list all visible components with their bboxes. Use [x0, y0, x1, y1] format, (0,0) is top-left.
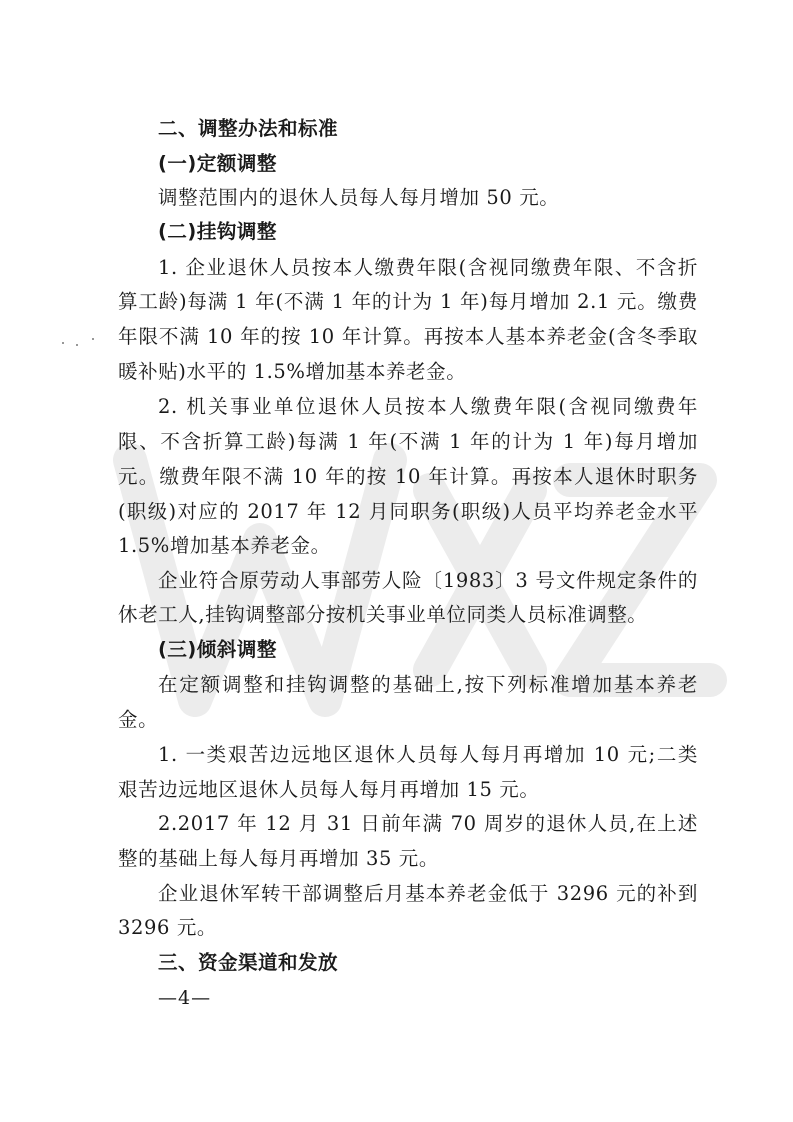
sub2-p2-line1: 2. 机关事业单位退休人员按本人缴费年限(含视同缴费年 — [158, 395, 698, 418]
sub2-p1-line4: 暖补贴)水平的 1.5%增加基本养老金。 — [118, 360, 467, 383]
sub3-p2-line2: 艰苦边远地区退休人员每人每月再增加 15 元。 — [118, 778, 540, 801]
scan-speck — [76, 344, 78, 346]
sub2-p2-line5: 1.5%增加基本养老金。 — [118, 534, 331, 557]
section3-heading: 三、资金渠道和发放 — [158, 951, 339, 974]
sub3-p1-line2: 金。 — [118, 708, 159, 731]
sub3-p1-line1: 在定额调整和挂钩调整的基础上,按下列标准增加基本养老 — [158, 673, 698, 696]
sub2-p2-line4: (职级)对应的 2017 年 12 月同职务(职级)人员平均养老金水平 — [118, 500, 698, 523]
sub3-p4-line1: 企业退休军转干部调整后月基本养老金低于 3296 元的补到 — [158, 882, 698, 905]
sub3-p4-line2: 3296 元。 — [118, 916, 218, 939]
sub1-heading: (一)定额调整 — [158, 152, 277, 175]
sub1-paragraph: 调整范围内的退休人员每人每月增加 50 元。 — [158, 186, 560, 209]
sub2-p2-line2: 限、不含折算工龄)每满 1 年(不满 1 年的计为 1 年)每月增加 — [118, 430, 698, 453]
sub2-p1-line2: 算工龄)每满 1 年(不满 1 年的计为 1 年)每月增加 2.1 元。缴费 — [118, 290, 698, 313]
sub3-p2-line1: 1. 一类艰苦边远地区退休人员每人每月再增加 10 元;二类 — [158, 743, 698, 766]
sub2-heading: (二)挂钩调整 — [158, 220, 277, 243]
sub3-heading: (三)倾斜调整 — [158, 638, 277, 661]
sub2-p3-line2: 休老工人,挂钩调整部分按机关事业单位同类人员标准调整。 — [118, 603, 648, 626]
sub2-p2-line3: 元。缴费年限不满 10 年的按 10 年计算。再按本人退休时职务 — [118, 465, 698, 488]
sub3-p3-line1: 2.2017 年 12 月 31 日前年满 70 周岁的退休人员,在上述 — [158, 812, 698, 835]
sub2-p1-line1: 1. 企业退休人员按本人缴费年限(含视同缴费年限、不含折 — [158, 256, 698, 279]
page-number: —4— — [158, 987, 212, 1009]
sub2-p3-line1: 企业符合原劳动人事部劳人险〔1983〕3 号文件规定条件的 — [158, 569, 698, 592]
scan-speck — [62, 342, 64, 344]
sub3-p3-line2: 整的基础上每人每月再增加 35 元。 — [118, 847, 440, 870]
section2-heading: 二、调整办法和标准 — [158, 117, 339, 140]
scan-speck — [92, 338, 94, 340]
sub2-p1-line3: 年限不满 10 年的按 10 年计算。再按本人基本养老金(含冬季取 — [118, 325, 698, 348]
